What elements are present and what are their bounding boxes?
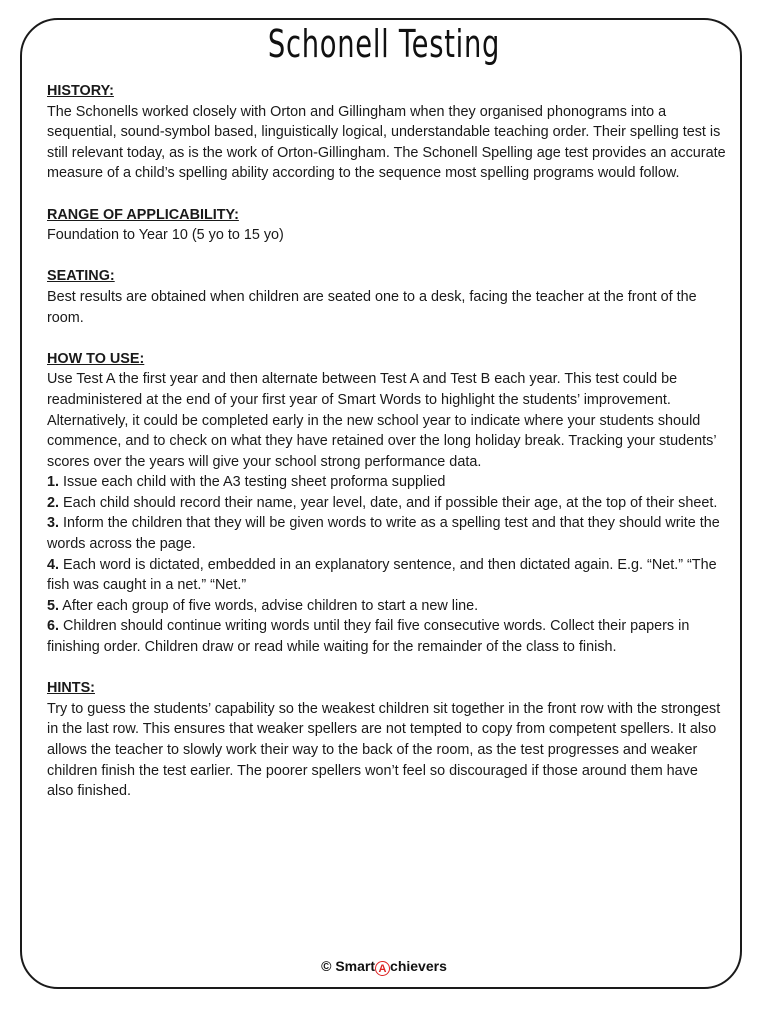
step-text: Issue each child with the A3 testing sheet proforma supplied [63,474,446,491]
step-3 [47,513,727,554]
step-number: 3. [47,515,60,532]
step-number: 5. [47,597,60,614]
step-text: Children should continue writing words until they fail five consecutive words. Collect their papers in finishing order. Children draw or read while waiting for the remainder of the class to finish. [47,618,690,656]
step-5 [47,596,727,617]
seating-text: Best results are obtained when children are seated one to a desk, facing the teacher at the front of the room. [47,288,697,326]
step-number: 1. [47,474,60,491]
seating-heading: SEATING: [47,268,115,285]
history-text: The Schonells worked closely with Orton and Gillingham when they organised phonograms into a sequential, sound-symbol based, linguistically logical, understandable teaching order. Their spelling test is still relevant today, as is the work of Orton-Gillingham. The Schonell Spelling age test provides an accurate measure of a child’s spelling ability according to the sequence most spelling programs would follow. [47,103,726,182]
step-1 [47,472,727,493]
how-to-use-text: Use Test A the first year and then alternate between Test A and Test B each year. This test could be readministered at the end of your first year of Smart Words to highlight the students’ improvement. Alternatively, it could be completed early in the new school year to indicate where your students should commence, and to check on what they have retained over the long holiday break. Tracking your students’ scores over the years will give your school strong performance data. [47,371,717,470]
step-number: 4. [47,556,60,573]
brand-name-part1: Smart [335,958,376,974]
range-heading: RANGE OF APPLICABILITY: [47,206,239,223]
hints-text: Try to guess the students’ capability so the weakest children sit together in the front row with the strongest in the last row. This ensures that weaker spellers are not tempted to copy from competent spellers. It also allows the teacher to slowly work their way to the back of the room, as the test progresses and weaker children finish the test earlier. The poorer spellers won’t feel so discouraged if those around them have also finished. [47,700,721,800]
brand-name-part2: chievers [390,958,447,974]
step-text: Each child should record their name, year level, date, and if possible their age, at the top of their sheet. [63,494,718,511]
step-6 [47,616,727,657]
step-text: After each group of five words, advise children to start a new line. [62,597,479,614]
range-text: Foundation to Year 10 (5 yo to 15 yo) [47,227,284,244]
footer-brand [0,958,768,976]
hints-heading: HINTS: [47,680,95,697]
step-4 [47,555,727,596]
step-number: 6. [47,618,60,635]
step-number: 2. [47,494,60,511]
how-to-use-heading: HOW TO USE: [47,350,145,367]
step-text: Each word is dictated, embedded in an explanatory sentence, and then dictated again. E.g. “Net.” “The fish was caught in a net.” “Net.” [47,556,717,594]
page-title: Schonell Testing [267,22,501,66]
history-heading: HISTORY: [47,83,114,99]
step-2 [47,493,727,514]
step-text: Inform the children that they will be given words to write as a spelling test and that they should write the words across the page. [47,515,720,553]
brand-logo-icon: A [375,961,390,976]
copyright-symbol: © [321,958,332,974]
document-body [47,81,727,802]
